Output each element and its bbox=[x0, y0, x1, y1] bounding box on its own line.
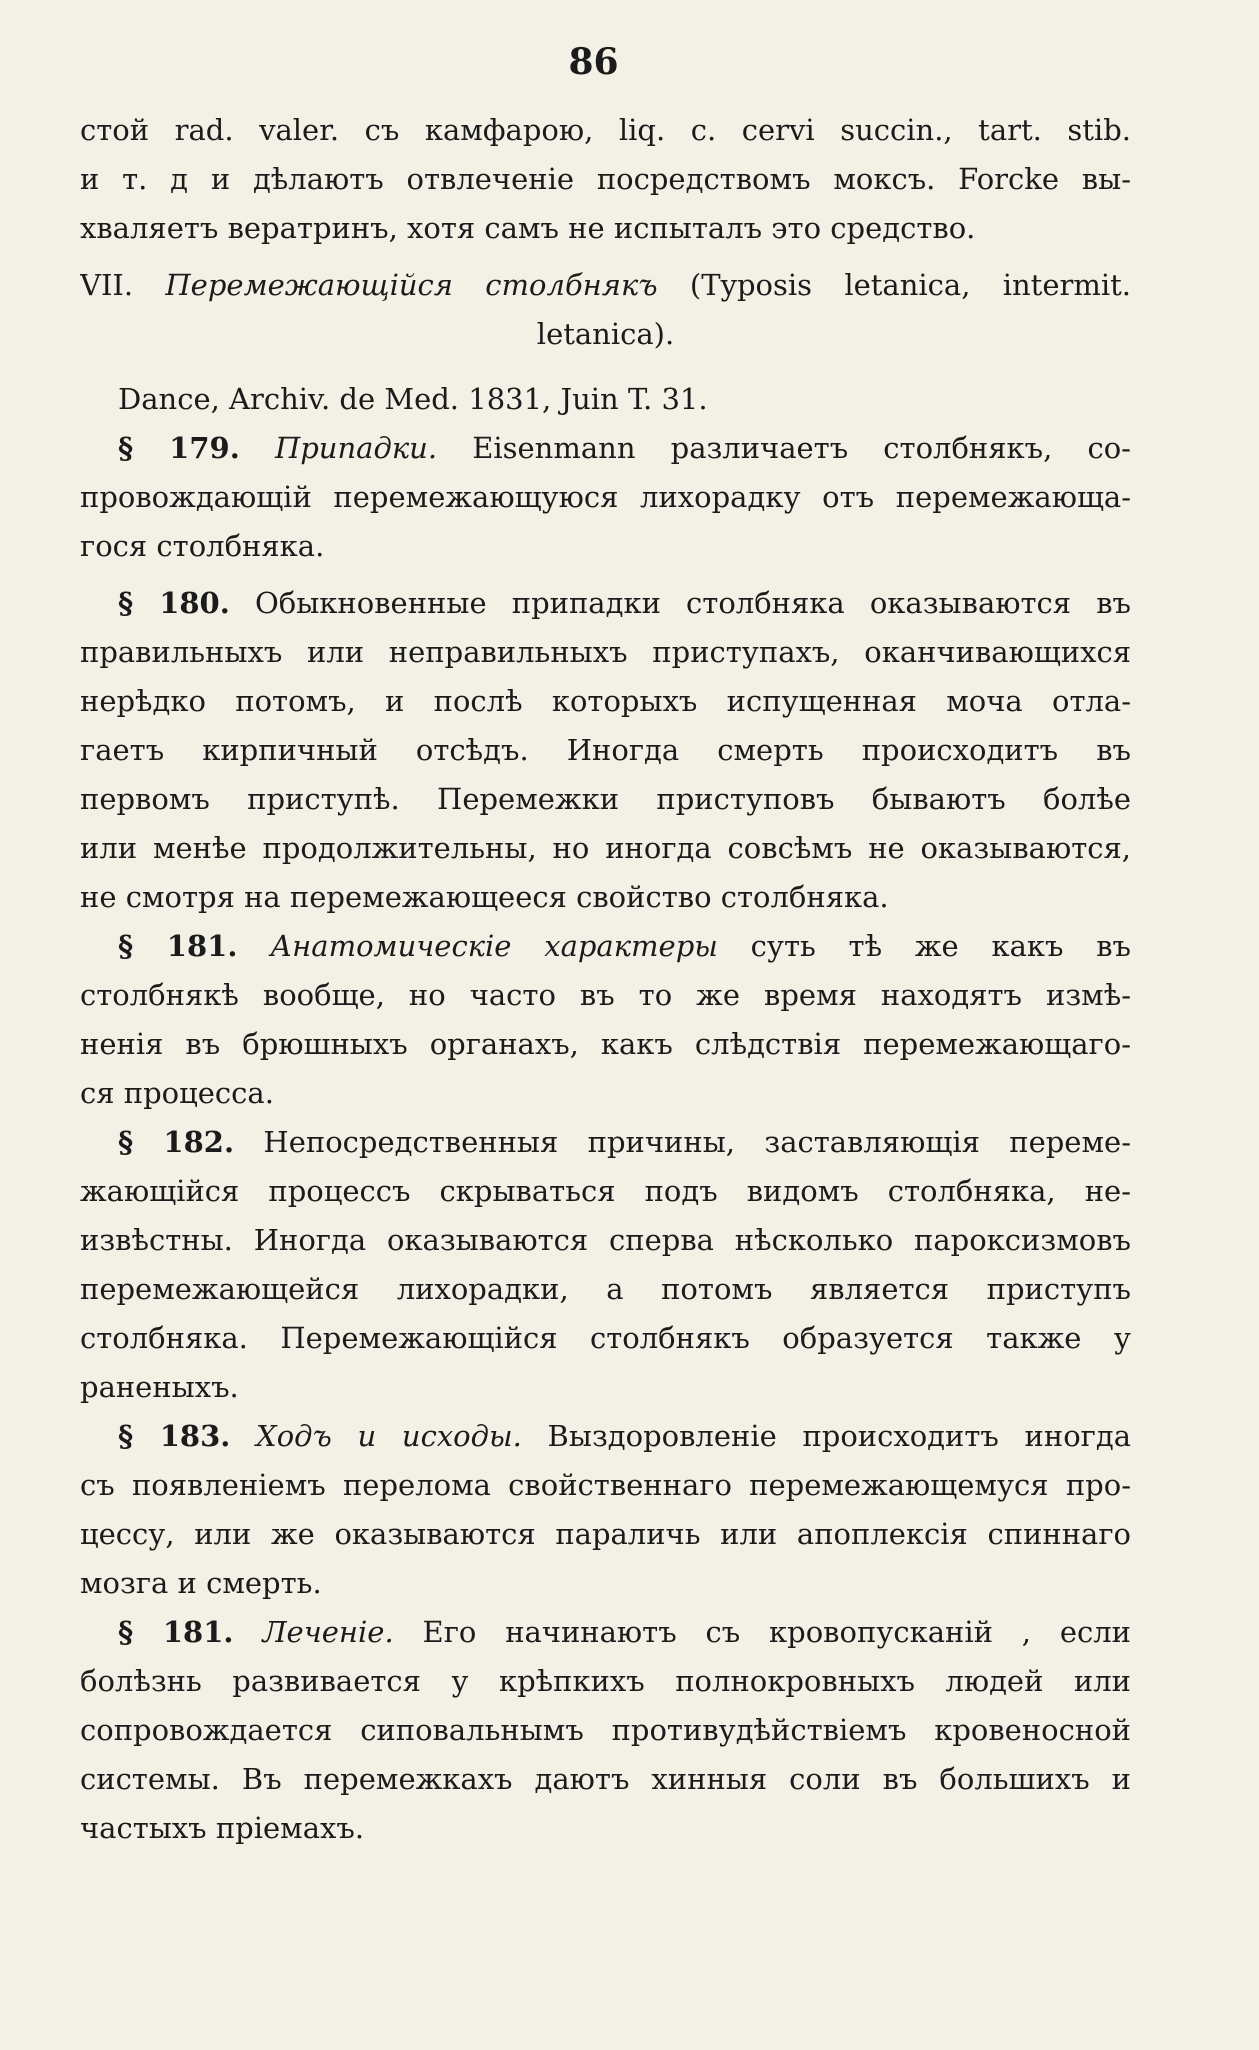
text-line: нерѣдко потомъ, и послѣ которыхъ испущенная моча отла- bbox=[80, 684, 1131, 718]
chapter-latin-name: (Typosis letanica, intermit. bbox=[689, 268, 1131, 302]
text-line: цессу, или же оказываются параличь или апоплексія спиннаго bbox=[80, 1517, 1131, 1551]
text-line: Eisenmann различаетъ столбнякъ, со- bbox=[472, 431, 1131, 465]
text-line: ся процесса. bbox=[80, 1076, 274, 1110]
section-title: Ходъ и исходы. bbox=[256, 1419, 522, 1453]
paragraph-intro bbox=[80, 106, 1131, 253]
text-line: стой rad. valer. съ камфарою, liq. c. cervi succin., tart. stib. bbox=[80, 113, 1131, 147]
text-line: системы. Въ перемежкахъ даютъ хинныя соли въ большихъ и bbox=[80, 1762, 1131, 1796]
text-line: частыхъ пріемахъ. bbox=[80, 1811, 365, 1845]
text-line: жающійся процессъ скрываться подъ видомъ столбняка, не- bbox=[80, 1174, 1131, 1208]
section-181 bbox=[80, 922, 1131, 1118]
text-line: мозга и смерть. bbox=[80, 1566, 322, 1600]
section-title: Анатомическіе характеры bbox=[270, 929, 718, 963]
text-line: не смотря на перемежающееся свойство столбняка. bbox=[80, 880, 889, 914]
text-line: съ появленіемъ перелома свойственнаго перемежающемуся про- bbox=[80, 1468, 1131, 1502]
section-182 bbox=[80, 1118, 1131, 1412]
text-line: или менѣе продолжительны, но иногда совсѣмъ не оказываются, bbox=[80, 831, 1131, 865]
chapter-title: Перемежающійся столбнякъ bbox=[165, 268, 658, 302]
text-line: гаетъ кирпичный отсѣдъ. Иногда смерть происходитъ въ bbox=[80, 733, 1131, 767]
section-179 bbox=[80, 424, 1131, 571]
chapter-number: VII. bbox=[80, 268, 134, 302]
text-line: Его начинаютъ съ кровопусканій , если bbox=[422, 1615, 1131, 1649]
text-line: гося столбняка. bbox=[80, 529, 325, 563]
chapter-heading bbox=[80, 261, 1131, 359]
section-183 bbox=[80, 1412, 1131, 1608]
text-line: Обыкновенные припадки столбняка оказываются въ bbox=[254, 586, 1131, 620]
text-line: провождающій перемежающуюся лихорадку отъ перемежающа- bbox=[80, 480, 1131, 514]
text-line: правильныхъ или неправильныхъ приступахъ, оканчивающихся bbox=[80, 635, 1131, 669]
section-number: § 180. bbox=[118, 586, 230, 620]
text-line: Выздоровленіе происходитъ иногда bbox=[547, 1419, 1131, 1453]
text-line: извѣстны. Иногда оказываются сперва нѣсколько пароксизмовъ bbox=[80, 1223, 1131, 1257]
section-number: § 183. bbox=[118, 1419, 231, 1453]
text-line: столбнякѣ вообще, но часто въ то же время находятъ измѣ- bbox=[80, 978, 1131, 1012]
page-number: 86 bbox=[568, 41, 619, 83]
text-line: и т. д и дѣлаютъ отвлеченіе посредствомъ моксъ. Forcke вы- bbox=[80, 162, 1131, 196]
literature-reference: Dance, Archiv. de Med. 1831, Juin T. 31. bbox=[118, 382, 708, 416]
section-number: § 181. bbox=[118, 929, 238, 963]
section-180 bbox=[80, 579, 1131, 922]
section-title: Леченіе. bbox=[262, 1615, 394, 1649]
text-line: столбняка. Перемежающійся столбнякъ образуется также у bbox=[80, 1321, 1131, 1355]
text-line: хваляетъ вератринъ, хотя самъ не испыталъ это средство. bbox=[80, 211, 976, 245]
text-line: перемежающейся лихорадки, а потомъ является приступъ bbox=[80, 1272, 1131, 1306]
section-number: § 179. bbox=[118, 431, 240, 465]
text-line: суть тѣ же какъ въ bbox=[750, 929, 1131, 963]
section-title: Припадки. bbox=[274, 431, 438, 465]
text-line: сопровождается сиповальнымъ противудѣйствіемъ кровеносной bbox=[80, 1713, 1131, 1747]
text-line: раненыхъ. bbox=[80, 1370, 239, 1404]
text-line: Непосредственныя причины, заставляющія переме- bbox=[263, 1125, 1131, 1159]
section-184 bbox=[80, 1608, 1131, 1853]
text-line: первомъ приступѣ. Перемежки приступовъ бываютъ болѣе bbox=[80, 782, 1131, 816]
section-number: § 182. bbox=[118, 1125, 235, 1159]
text-line: ненія въ брюшныхъ органахъ, какъ слѣдствія перемежающаго- bbox=[80, 1027, 1131, 1061]
text-line: болѣзнь развивается у крѣпкихъ полнокровныхъ людей или bbox=[80, 1664, 1131, 1698]
section-number: § 181. bbox=[118, 1615, 234, 1649]
chapter-latin-name-cont: letanica). bbox=[536, 317, 675, 351]
